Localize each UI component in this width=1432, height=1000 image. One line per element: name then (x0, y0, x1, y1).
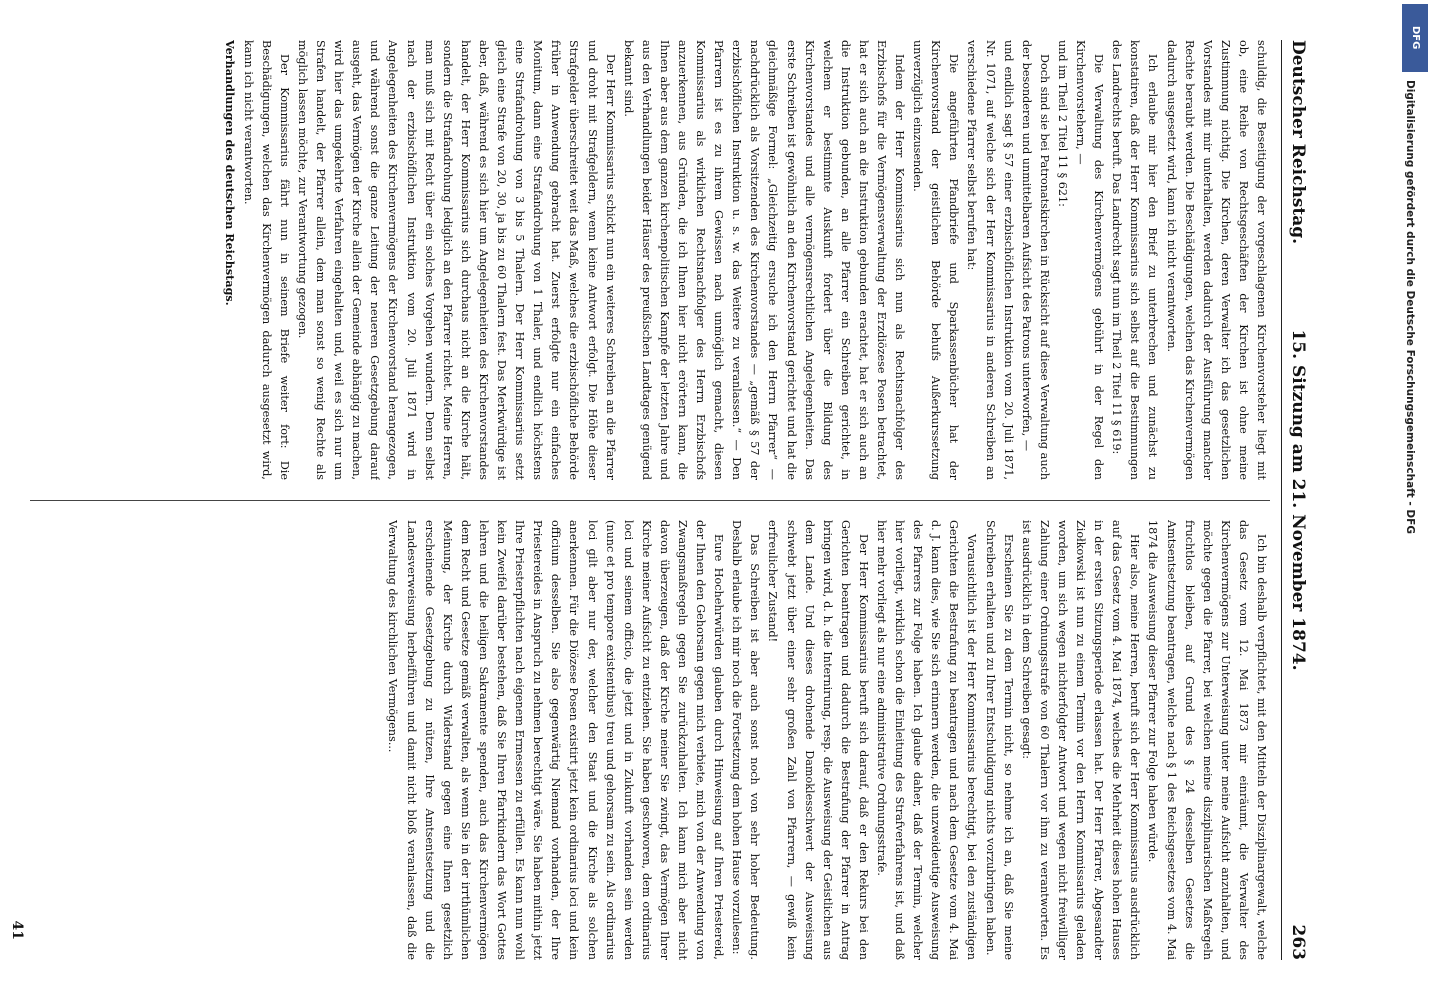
paragraph: und im Theil 2 Titel 11 § 621: (1055, 40, 1069, 207)
text-column-left (25, 40, 1270, 480)
digitization-sidebar (1400, 0, 1432, 1000)
paragraph: Vorausichtlich ist der Herr Kommissarius berechtigt, bei den zuständigen Gerichten die Bestrafung zu beantragen und nach dem Gesetze vom 4. Mai d. J. kann dies, wie Sie sich erinnern werden, die unzweideutige Ausweisung des Pfarrers zur Folge haben. Ich glaube daher, daß der Termin, welcher hier vorliegt, wirklich schon die Einleitung des Strafverfahrens ist, und daß hier mehr vorliegt als nur eine administrative Ordnungsstrafe. (875, 520, 979, 960)
dfg-logo: DFG (1402, 4, 1428, 72)
paragraph: Ich erlaube mir hier den Brief zu unterbrechen und zunächst zu konstatiren, daß der Herr Kommissarius sich selbst auf die Bestimmungen des Landrechts beruft. Das Landrecht sagt nun im Theil 2 Titel 11 § 619: (1110, 40, 1160, 480)
header-journal-title: Deutscher Reichstag. (1288, 40, 1308, 245)
paragraph: Die angeführten Pfandbriefe und Sparkassenbücher hat der Kirchenvorstand der geistlichen Behörde behufs Außerkurssetzung unverzüglich einzusenden. (911, 40, 961, 480)
header-session-date: 15. Sitzung am 21. November 1874. (1288, 329, 1308, 671)
signature-number: 41 (9, 920, 25, 940)
paragraph: Eure Hochehrwürden glauben durch Hinweisung auf Ihren Priestereid, der Ihnen den Gehorsam gegen mich verbiete, mich von der Anwendung von Zwangsmaßregeln gegen Sie zurückzuhalten. Ich kann mich aber nicht davon überzeugen, daß der Kirche meiner Sie zwingt, das Vermögen Ihrer Kirche meiner Aufsicht zu entziehen. Sie haben geschworen, dem ordinarius loci und seinem officio, die jetzt und in Zukunft vorhanden sein werden (nunc et pro tempore existentibus) treu und gehorsam zu sein. Als ordinarius loci gilt aber nur der, welcher den Staat und die Kirche als solchen anerkennen. Für die Diözese Posen existirt jetzt kein ordinarius loci und kein officium desselben. Sie also gegenwärtig Niemand vorhanden, der Ihre Priestereides in Anspruch zu nehmen berechtigt wäre. Sie haben mithin jetzt Ihre Priesterpflichten nach eigenem Ermessen zu erfüllen. Es kann nun wohl kein Zweifel darüber bestehen, daß Sie Ihren Pfarrkindern das Wort Gottes lehren und die heiligen Sakramente spenden, auch das Kirchenvermögen dem Recht und Gesetze gemäß verwalten, als wenn Sie in der irrthümlichen Meinung, der Kirche durch Widerstand gegen eine Ihnen gesetzlich erscheinende Gesetzgebung zu nützen, Ihre Amtsentsetzung und die Landesverweisung herbeiführen und damit nicht bloß veranlassen, daß die Verwaltung des kirchlichen Vermögens... (386, 520, 726, 960)
paragraph: Indem der Herr Kommissarius sich nun als Rechtsnachfolger des Erzbischofs für die Vermögensverwaltung der Erzdiözese Posen betrachtet, hat er sich auch an die Instruktion gebunden erachtet, hat er sich auch an die Instruktion gebunden, an alle Pfarrer ein Schreiben gerichtet, in welchem er bestimmte Auskunft fordert über die Bildung des Kirchenvorstandes und alle vermögensrechtlichen Angelegenheiten. Das erste Schreiben ist gewöhnlich an den Kirchenvorstand gerichtet und hat die gleichmäßige Formel: „Gleichzeitig ersuche ich den Herrn Pfarrer“ — nachdrücklich als Vorsitzenden des Kirchenvorstandes — „gemäß § 57 der erzbischöflichen Instruktion u. s. w. das Weitere zu veranlassen.“ — Den Pfarrern ist es zu ihrem Gewissen nach unmöglich gemacht, diesen Kommissarius als wirklichen Rechtsnachfolger des Herrn Erzbischofs anzuerkennen, aus Gründen, die ich Ihnen hier nicht erörtern kann, die Ihnen aber aus dem ganzen kirchenpolitischen Kampfe der letzten Jahre und aus den Verhandlungen beider Häuser des preußischen Landtages genügend bekannt sind. (621, 40, 907, 480)
paragraph: Ich bin deshalb verpflichtet, mit den Mitteln der Disziplinargewalt, welche das Gesetz vom 12. Mai 1873 mir einräumt, die Verwalter des Kirchenvermögens zur Unterweisung unter meine Aufsicht anzuhalten, und möchte gegen die Pfarrer, bei welchen meine disziplinarischen Maßregeln fruchtlos bleiben, auf Grund des § 24 desselben Gesetzes die Amtsentsetzung beantragen, welche nach § 1 des Reichsgesetzes vom 4. Mai 1874 die Ausweisung dieser Pfarrer zur Folge haben würde. (1146, 520, 1268, 960)
paragraph: schuldig, die Beseitigung der vorgeschlagenen Kirchenvorsteher liegt mit ob, eine Reihe von Rechtsgeschäften der Kirchen ist ohne meine Zustimmung nichtig. Die Kirchen, deren Verwalter ich das gesetzlichen Vorstandes mit mir unterhalten, werden dadurch der Ausführung mancher Rechte beraubt werden. Die Beschädigungen, welchen das Kirchenvermögen dadurch ausgesetzt wird, kann ich nicht verantworten. (1164, 40, 1268, 480)
paragraph: Erscheinen Sie zu dem Termin nicht, so nehme ich an, daß Sie meine Schreiben erhalten und zu Ihrer Entschuldigung nichts vorzubringen haben. (983, 520, 1015, 960)
paragraph: Die Verwaltung des Kirchenvermögens gebührt in der Regel den Kirchenvorstehern, — (1074, 40, 1106, 480)
page-header (1281, 40, 1312, 960)
paragraph: und endlich sagt § 57 einer erzbischöflichen Instruktion vom 20. Juli 1871, Nr. 1071, auf welche sich der Herr Kommissarius in anderen Schreiben an verschiedene Pfarrer selbst berufen hat: (965, 40, 1015, 480)
section-heading: Verhandlungen des deutschen Reichstags. (222, 40, 237, 306)
dfg-funding-note: Digitalisierung gefördert durch die Deutsche Forschungsgemeinschaft - DFG (1404, 80, 1416, 534)
paragraph: Der Herr Kommissarius beruft sich darauf, daß er den Rekurs bei den Gerichten beantragen und dadurch die Bestrafung der Pfarrer in Antrag bringen wird, d. h. die Internirung, resp. die Ausweisung der Geistlichen aus dem Lande. Und dieses drohende Damoklesschwert der Ausweisung schwebt jetzt über einer sehr großen Zahl von Pfarrern, — gewiß kein erfreulicher Zustand! (766, 520, 870, 960)
header-page-number: 263 (1288, 924, 1308, 960)
paragraph: Das Schreiben ist aber auch sonst noch von sehr hoher Bedeutung. Deshalb erlaube ich mir noch die Fortsetzung dem hohen Hause vorzulesen: (730, 520, 762, 960)
paragraph: Doch sind sie bei Patronatskirchen in Rücksicht auf diese Verwaltung auch der besonderen und unmittelbaren Aufsicht des Patrons unterworfen, — (1019, 40, 1051, 480)
paragraph: Der Kommissarius fährt nun in seinem Briefe weiter fort: Die Beschädigungen, welchen das Kirchenvermögen dadurch ausgesetzt wird, kann ich nicht verantworten. (241, 40, 291, 480)
column-divider (30, 500, 1270, 501)
text-column-right (25, 520, 1270, 960)
paragraph: Der Herr Kommissarius schickt nun ein weiteres Schreiben an die Pfarrer und droht mit Strafgeldern, wenn keine Antwort erfolgt. Die Höhe dieser Strafgelder überschreitet weit das Maß, welches die erzbischöfliche Behörde früher in Anwendung gebracht hat. Zuerst erfolgte nur ein einfaches Monitum, dann eine Strafandrohung von 1 Thaler, und endlich höchstens eine Strafandrohung von 3 bis 5 Thalern. Der Herr Kommissarius setzt gleich eine Strafe von 20, 30, ja bis zu 60 Thalern fest. Das Merkwürdige ist aber, daß, während es sich hier um Angelegenheiten des Kirchenvorstandes handelt, der Herr Kommissarius sich durchaus nicht an die Kirche hält, sondern die Strafandrohung lediglich an den Pfarrer richtet. Meine Herren, man muß sich mit Recht über ein solches Vorgehen wundern. Denn selbst nach der erzbischöflichen Instruktion vom 20. Juli 1871 wird in Angelegenheiten des Kirchenvermögens der Kirchenvorstand herangezogen, und während sonst die ganze Leitung der neueren Gesetzgebung darauf ausgeht, das Vermögen der Kirche allein der Gemeinde abhängig zu machen, wird hier das umgekehrte Verfahren eingehalten und, weil es sich nur um Strafen handelt, der Pfarrer allein, dem man sonst so wenig Rechte als möglich lassen möchte, zur Verantwortung gezogen. (296, 40, 617, 480)
paragraph: Hier also, meine Herren, beruft sich der Herr Kommissarius ausdrücklich auf das Gesetz vom 4. Mai 1874, welches die Mehrheit dieses hohen Hauses in der ersten Sitzungsperiode erlassen hat. Der Herr Pfarrer, Abgesandter Ziołkowski ist nun zu einem Termin vor den Herrn Kommissarius geladen worden, um sich wegen nichterfolgter Antwort und wegen nicht freiwilliger Zahlung einer Ordnungsstrafe von 60 Thalern vor ihm zu verantworten. Es ist ausdrücklich in dem Schreiben gesagt: (1019, 520, 1142, 960)
